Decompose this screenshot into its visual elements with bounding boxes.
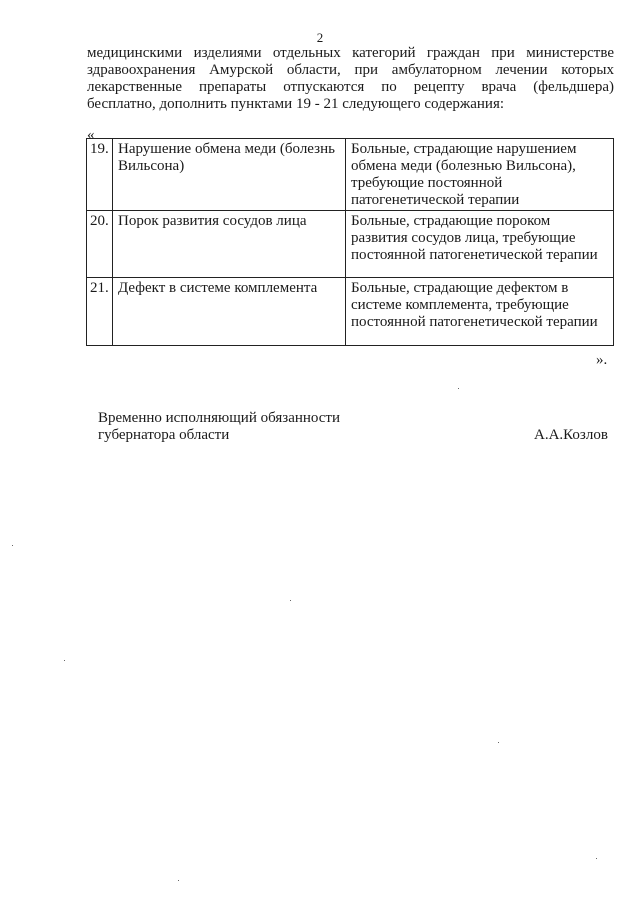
signatory-position-line: губернатора области [98, 427, 230, 443]
scan-speck [12, 545, 13, 546]
body-paragraph [87, 45, 614, 113]
table-row [87, 211, 614, 278]
row-number: 20. [87, 211, 113, 278]
signatory-name: А.А.Козлов [534, 427, 608, 443]
body-line: лекарственные препараты отпускаются по рецепту врача (фельдшера) [87, 79, 614, 95]
body-line: здравоохранения Амурской области, при амбулаторном лечении которых [87, 62, 614, 78]
opening-quote: « [87, 127, 95, 143]
scan-speck [64, 660, 65, 661]
page-number: 2 [316, 30, 324, 45]
patient-category: Больные, страдающие дефектом в системе комплемента, требующие постоянной патогенетической терапии [346, 278, 614, 346]
scan-speck [596, 858, 597, 859]
signatory-position-line: Временно исполняющий обязанности [98, 410, 341, 426]
disease-name: Дефект в системе комплемента [113, 278, 346, 346]
table-row [87, 139, 614, 211]
amendment-table [86, 138, 614, 346]
table-row [87, 278, 614, 346]
row-number: 19. [87, 139, 113, 211]
patient-category: Больные, страдающие нарушением обмена меди (болезнью Вильсона), требующие постоянной патогенетической терапии [346, 139, 614, 211]
closing-quote: ». [596, 352, 608, 368]
row-number: 21. [87, 278, 113, 346]
scan-speck [498, 742, 499, 743]
body-line: бесплатно, дополнить пунктами 19 - 21 следующего содержания: [87, 96, 505, 112]
disease-name: Порок развития сосудов лица [113, 211, 346, 278]
scan-speck [178, 880, 179, 881]
patient-category: Больные, страдающие пороком развития сосудов лица, требующие постоянной патогенетической терапии [346, 211, 614, 278]
scan-speck [290, 600, 291, 601]
signatory-position [98, 410, 340, 444]
scan-speck [458, 388, 459, 389]
body-line: медицинскими изделиями отдельных категорий граждан при министерстве [87, 45, 614, 61]
disease-name: Нарушение обмена меди (болезнь Вильсона) [113, 139, 346, 211]
